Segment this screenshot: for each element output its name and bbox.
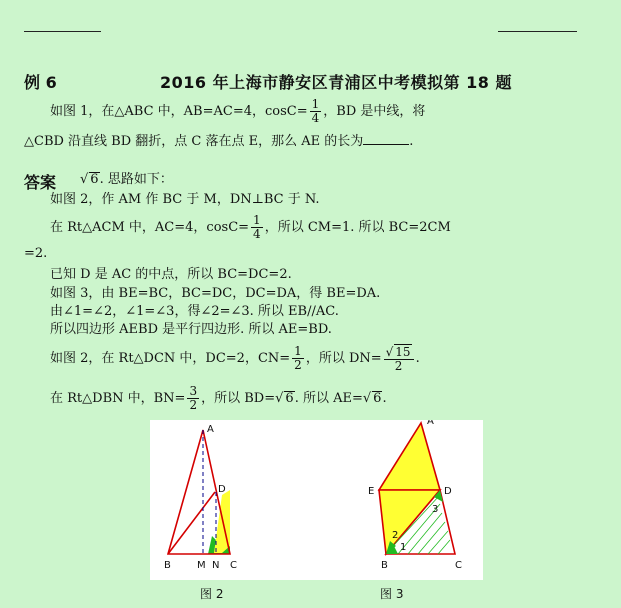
fig3-angle-1: 1 bbox=[400, 542, 407, 553]
solution-text: 在 Rt△ACM 中，AC=4，cosC= bbox=[50, 220, 250, 235]
fig2-label-c: C bbox=[230, 560, 237, 571]
problem-text: △CBD 沿直线 BD 翻折，点 C 落在点 E，那么 AE 的长为 bbox=[24, 134, 364, 149]
answer-line: √ 6. 思路如下： bbox=[80, 172, 173, 187]
denominator: 4 bbox=[253, 227, 261, 241]
solution-step-1: 如图 2，作 AM 作 BC 于 M，DN⊥BC 于 N. bbox=[50, 192, 320, 207]
solution-text: ，所以 BD= bbox=[201, 391, 276, 406]
top-left-rule bbox=[24, 31, 101, 32]
solution-step-5: 由∠1=∠2，∠1=∠3，得∠2=∠3. 所以 EB//AC. bbox=[50, 304, 339, 319]
fig2-label-m: M bbox=[197, 560, 206, 571]
sqrt-value: 6 bbox=[373, 391, 382, 406]
solution-step-4: 如图 3，由 BE=BC，BC=DC，DC=DA，得 BE=DA. bbox=[50, 286, 381, 301]
solution-text: . 所以 AE= bbox=[294, 391, 363, 406]
problem-text: ，BD 是中线，将 bbox=[323, 104, 426, 119]
solution-step-2-cont: =2. bbox=[24, 246, 48, 261]
figures-svg bbox=[150, 420, 483, 580]
fraction bbox=[310, 98, 322, 125]
numerator: 1 bbox=[253, 213, 261, 227]
fig2-line-bd bbox=[168, 492, 215, 554]
fig3-label-c: C bbox=[455, 560, 462, 571]
fig3-caption: 图 3 bbox=[380, 587, 404, 601]
fig2-label-b: B bbox=[164, 560, 171, 571]
fig3-angle-3: 3 bbox=[432, 504, 439, 515]
sqrt-value: 15 bbox=[395, 345, 411, 359]
answer-intro: . 思路如下： bbox=[99, 172, 173, 187]
denominator: 2 bbox=[189, 398, 198, 412]
solution-text: 在 Rt△DBN 中，BN= bbox=[50, 391, 186, 406]
solution-text: ，所以 CM=1. 所以 BC=2CM bbox=[264, 220, 451, 235]
problem-text: 如图 1，在△ABC 中，AB=AC=4，cosC= bbox=[50, 104, 308, 119]
fig3-label-a: A bbox=[427, 420, 434, 427]
fig3-triangle-aed bbox=[379, 423, 440, 490]
answer-blank bbox=[363, 132, 409, 145]
fraction bbox=[292, 345, 304, 372]
solution-text: 如图 2，在 Rt△DCN 中，DC=2，CN= bbox=[50, 351, 291, 366]
solution-text: . bbox=[415, 351, 420, 366]
solution-text: ，所以 DN= bbox=[305, 351, 382, 366]
fraction bbox=[187, 385, 199, 412]
denominator: 2 bbox=[394, 359, 403, 373]
answer-sqrt: 6 bbox=[90, 172, 99, 187]
example-header bbox=[24, 70, 584, 92]
solution-step-6: 所以四边形 AEBD 是平行四边形. 所以 AE=BD. bbox=[50, 322, 332, 337]
solution-step-2 bbox=[50, 214, 451, 241]
solution-step-7 bbox=[50, 344, 420, 373]
numerator: 1 bbox=[311, 97, 320, 111]
figure-panel bbox=[150, 420, 483, 580]
problem-line-1 bbox=[50, 98, 425, 125]
fig2-label-d: D bbox=[218, 484, 226, 495]
fraction bbox=[251, 214, 263, 241]
figure-2 bbox=[164, 424, 237, 571]
fig3-angle-2: 2 bbox=[392, 530, 399, 541]
fig2-label-a: A bbox=[207, 424, 214, 435]
figure-3 bbox=[368, 420, 462, 571]
fig3-label-e: E bbox=[368, 486, 375, 497]
solution-step-8: 在 Rt△DBN 中，BN= $\frac{3}{2}$ ，所以 BD=√ 6. 所以 AE=√ 6. bbox=[50, 384, 387, 412]
top-right-rule bbox=[498, 31, 577, 32]
fig3-label-d: D bbox=[444, 486, 452, 497]
denominator: 4 bbox=[311, 111, 320, 125]
sqrt-value: 6 bbox=[285, 391, 294, 406]
fraction: $\frac{√ 15}{2}$ bbox=[384, 344, 414, 373]
numerator: 1 bbox=[294, 344, 302, 358]
example-title: 2016 年上海市静安区青浦区中考模拟第 18 题 bbox=[160, 73, 513, 92]
fig3-label-b: B bbox=[381, 560, 388, 571]
solution-step-3: 已知 D 是 AC 的中点，所以 BC=DC=2. bbox=[50, 267, 292, 282]
example-label: 例 6 bbox=[24, 73, 57, 92]
problem-text: . bbox=[409, 134, 414, 149]
denominator: 2 bbox=[294, 358, 302, 372]
solution-text: . bbox=[382, 391, 387, 406]
numerator: 3 bbox=[189, 384, 198, 398]
problem-line-2 bbox=[24, 132, 413, 151]
fig2-caption: 图 2 bbox=[200, 587, 224, 601]
fig2-label-n: N bbox=[212, 560, 220, 571]
answer-label: 答案 bbox=[24, 173, 57, 192]
